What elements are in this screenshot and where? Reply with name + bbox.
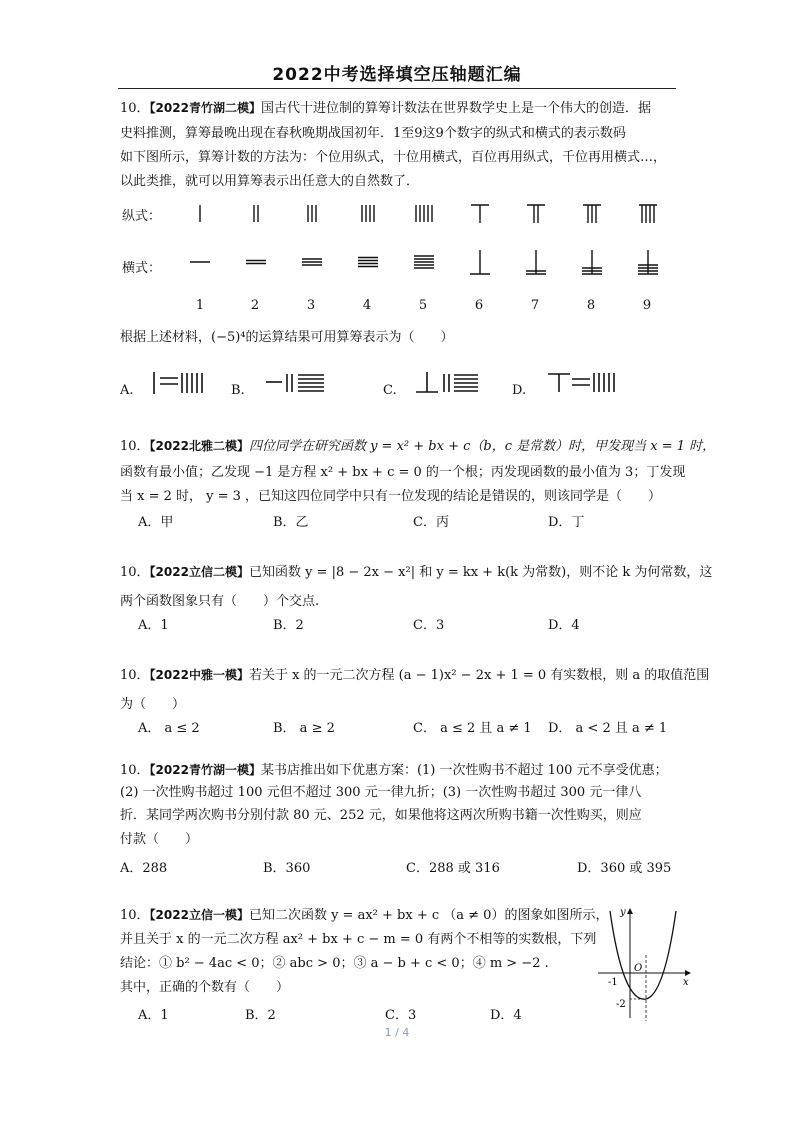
q2-text-1: 四位同学在研究函数 y = x² + bx + c（b，c 是常数）时，甲发现当 x = 1 时， bbox=[248, 439, 716, 454]
header-rule bbox=[118, 88, 676, 89]
q6-line-4: 其中，正确的个数有（ ） bbox=[120, 980, 290, 995]
q4-option-c[interactable]: C． a ≤ 2 且 a ≠ 1 bbox=[413, 721, 532, 736]
digit-label-5: 5 bbox=[418, 298, 428, 313]
q3-option-a[interactable]: A．1 bbox=[138, 618, 169, 633]
q2-number: 10． bbox=[120, 439, 150, 454]
q6-origin-label: O bbox=[634, 963, 643, 974]
q1-option-a-rods bbox=[152, 370, 212, 396]
q4-option-d[interactable]: D． a < 2 且 a ≠ 1 bbox=[548, 721, 668, 736]
q4-option-b[interactable]: B． a ≥ 2 bbox=[273, 721, 335, 736]
q1-line-2: 史料推测，算筹最晚出现在春秋晚期战国初年．1至9这9个数字的纵式和横式的表示数码 bbox=[120, 126, 626, 141]
q6-line-2: 并且关于 x 的一元二次方程 ax² + bx + c − m = 0 有两个不相等的实数根，下列 bbox=[120, 932, 597, 947]
q5-text-1: 某书店推出如下优惠方案：(1) 一次性购书不超过 100 元不享受优惠； bbox=[260, 763, 668, 778]
q5-option-d[interactable]: D．360 或 395 bbox=[577, 861, 672, 876]
q6-x-label: x bbox=[683, 977, 689, 988]
q5-option-c[interactable]: C．288 或 316 bbox=[406, 861, 500, 876]
q5-line-2: (2) 一次性购书超过 100 元但不超过 300 元一律九折；(3) 一次性购书超过 300 元一律八 bbox=[120, 785, 642, 800]
q6-parabola-curve bbox=[610, 911, 676, 999]
q4-line-1 bbox=[120, 666, 710, 685]
q4-tag: 【2022中雅一模】 bbox=[149, 668, 249, 682]
q5-line-1 bbox=[120, 761, 676, 780]
q5-line-4: 付款（ ） bbox=[120, 832, 199, 847]
q4-text-1: 若关于 x 的一元二次方程 (a − 1)x² − 2x + 1 = 0 有实数根，则 a 的取值范围 bbox=[248, 668, 710, 683]
q1-question: 根据上述材料，(−5)⁴的运算结果可用算筹表示为（ ） bbox=[120, 330, 454, 345]
q4-number: 10． bbox=[120, 668, 150, 683]
q2-line-1 bbox=[120, 437, 716, 456]
q6-tag: 【2022立信一模】 bbox=[149, 908, 249, 922]
q3-option-b[interactable]: B．2 bbox=[273, 618, 304, 633]
q4-option-a[interactable]: A． a ≤ 2 bbox=[138, 721, 200, 736]
q1-option-d-label: D. bbox=[512, 383, 527, 398]
q1-option-a-label: A. bbox=[120, 383, 134, 398]
digit-label-3: 3 bbox=[306, 298, 316, 313]
vertical-rods-row bbox=[180, 202, 700, 228]
q3-line-1 bbox=[120, 563, 713, 582]
q2-line-2: 函数有最小值；乙发现 −1 是方程 x² + bx + c = 0 的一个根；丙发现函数的最小值为 3；丁发现 bbox=[120, 465, 686, 480]
q3-option-d[interactable]: D．4 bbox=[548, 618, 580, 633]
digit-label-9: 9 bbox=[642, 298, 652, 313]
q1-option-b-rods bbox=[264, 370, 334, 396]
q6-number: 10． bbox=[120, 908, 150, 923]
q3-option-c[interactable]: C．3 bbox=[413, 618, 445, 633]
q1-option-c-rods bbox=[414, 368, 484, 396]
q6-x-tick-label: -1 bbox=[608, 977, 618, 988]
q6-y-label: y bbox=[620, 907, 626, 918]
q1-option-d-rods bbox=[546, 368, 626, 396]
digit-label-4: 4 bbox=[362, 298, 372, 313]
q6-option-c[interactable]: C．3 bbox=[385, 1008, 417, 1023]
q5-option-a[interactable]: A．288 bbox=[120, 861, 168, 876]
digit-label-6: 6 bbox=[474, 298, 484, 313]
q2-line-3: 当 x = 2 时， y = 3 ，已知这四位同学中只有一位发现的结论是错误的，则该同学是（ ） bbox=[120, 489, 662, 504]
page-number: 1 / 4 bbox=[384, 1026, 410, 1039]
digit-label-7: 7 bbox=[530, 298, 540, 313]
q1-line-4: 以此类推，就可以用算筹表示出任意大的自然数了． bbox=[120, 174, 420, 189]
vertical-form-label: 纵式： bbox=[122, 209, 162, 224]
q6-option-a[interactable]: A．1 bbox=[138, 1008, 169, 1023]
q1-line-1 bbox=[120, 99, 676, 118]
q6-option-b[interactable]: B．2 bbox=[245, 1008, 276, 1023]
q2-option-b[interactable]: B．乙 bbox=[273, 515, 309, 530]
q5-tag: 【2022青竹湖一模】 bbox=[149, 763, 261, 777]
q6-line-3: 结论：① b² − 4ac < 0；② abc > 0；③ a − b + c < 0；④ m > −2 . bbox=[120, 956, 549, 971]
q5-line-3: 折．某同学两次购书分别付款 80 元、252 元，如果他将这两次所购书籍一次性购买，则应 bbox=[120, 808, 642, 823]
q5-number: 10． bbox=[120, 763, 150, 778]
horizontal-form-label: 横式： bbox=[122, 261, 162, 276]
digit-label-8: 8 bbox=[586, 298, 596, 313]
q3-line-2: 两个函数图象只有（ ）个交点. bbox=[120, 594, 320, 609]
q6-line-1 bbox=[120, 906, 609, 925]
q1-text-1: 国古代十进位制的算筹计数法在世界数学史上是一个伟大的创造．据 bbox=[260, 101, 651, 116]
q6-parabola-graph bbox=[598, 903, 698, 1023]
digit-label-2: 2 bbox=[250, 298, 260, 313]
q2-option-c[interactable]: C．丙 bbox=[413, 515, 449, 530]
q1-option-b-label: B. bbox=[231, 383, 245, 398]
q2-tag: 【2022北雅二模】 bbox=[149, 439, 249, 453]
digit-label-1: 1 bbox=[195, 298, 205, 313]
q1-tag: 【2022青竹湖二模】 bbox=[149, 101, 261, 115]
page-title: 2022中考选择填空压轴题汇编 bbox=[272, 65, 522, 85]
q1-option-c-label: C. bbox=[383, 383, 397, 398]
q1-number: 10． bbox=[120, 101, 150, 116]
q4-line-2: 为（ ） bbox=[120, 697, 186, 712]
q3-text-1: 已知函数 y = |8 − 2x − x²| 和 y = kx + k(k 为常数)，则不论 k 为何常数，这 bbox=[248, 565, 713, 580]
q5-option-b[interactable]: B．360 bbox=[263, 861, 311, 876]
horizontal-rods-row bbox=[180, 248, 700, 278]
q6-option-d[interactable]: D．4 bbox=[490, 1008, 522, 1023]
q6-text-1: 已知二次函数 y = ax² + bx + c （a ≠ 0）的图象如图所示， bbox=[248, 908, 609, 923]
q2-option-a[interactable]: A．甲 bbox=[138, 515, 174, 530]
q1-line-3: 如下图所示，算筹计数的方法为：个位用纵式，十位用横式，百位再用纵式，千位再用横式…， bbox=[120, 150, 667, 165]
q6-y-tick-label: -2 bbox=[616, 999, 626, 1010]
q3-tag: 【2022立信二模】 bbox=[149, 565, 249, 579]
q2-option-d[interactable]: D．丁 bbox=[548, 515, 585, 530]
q3-number: 10． bbox=[120, 565, 150, 580]
